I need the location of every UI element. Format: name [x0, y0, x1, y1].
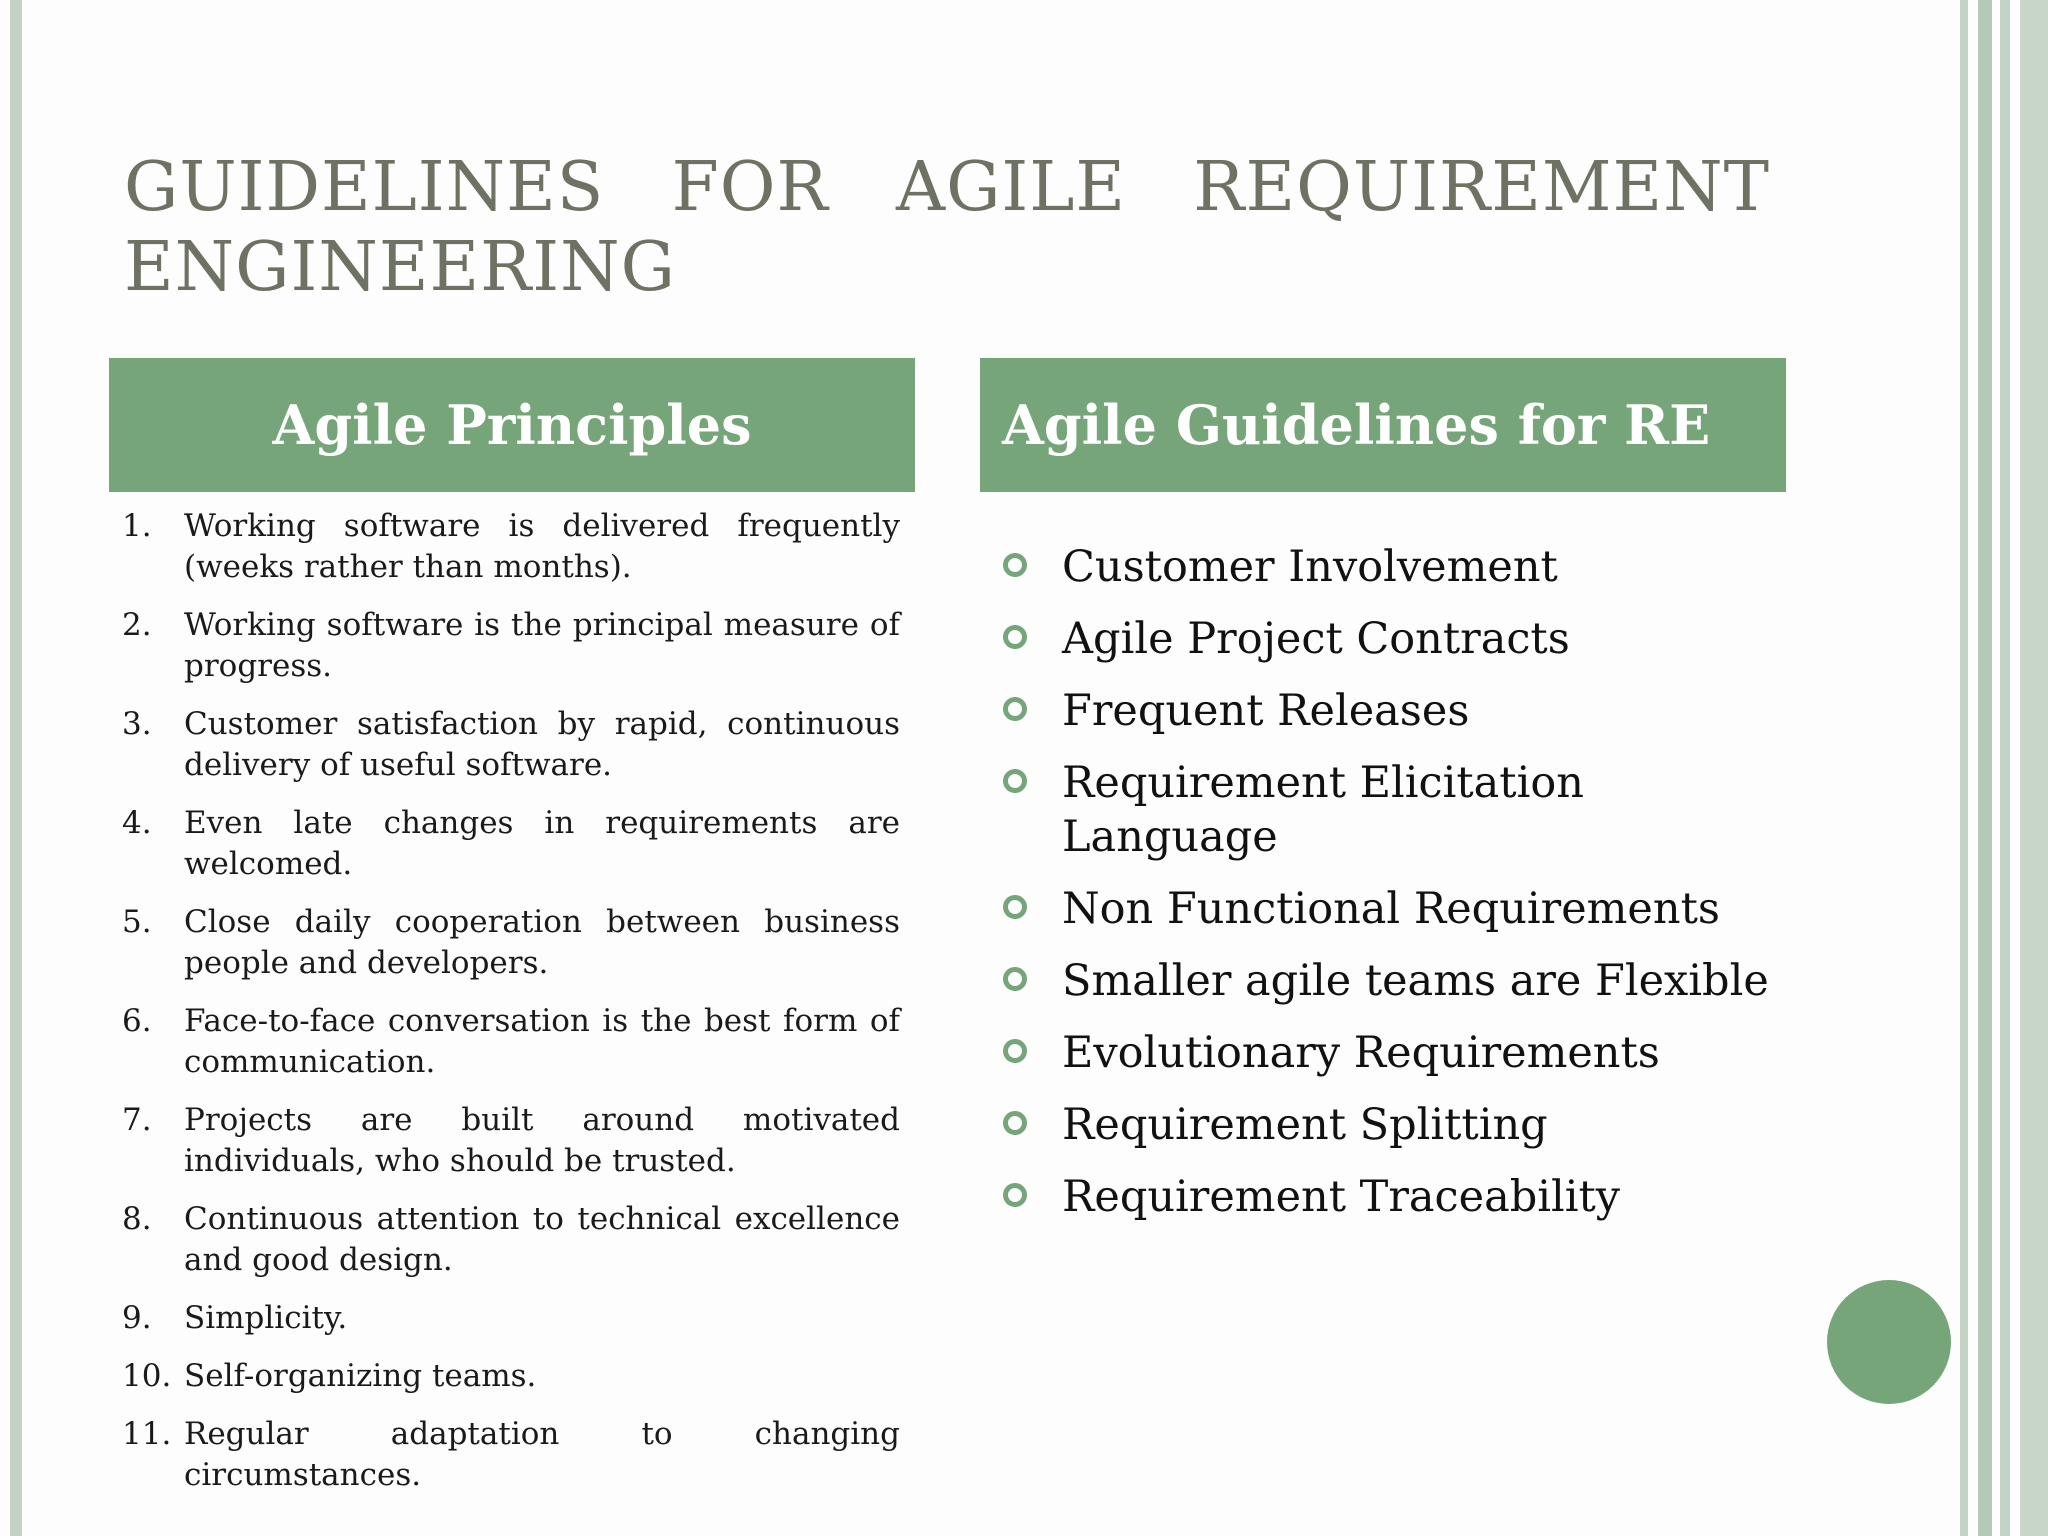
list-item: [122, 1001, 900, 1083]
ring-bullet-icon: [1000, 540, 1062, 594]
list-item: [122, 902, 900, 984]
guidelines-list: [1000, 540, 1800, 1242]
item-text: Customer Involvement: [1062, 542, 1558, 592]
list-item: [1000, 1170, 1800, 1224]
list-item: [122, 506, 900, 588]
item-number: 1.: [122, 508, 152, 544]
list-item: [1000, 612, 1800, 666]
agile-guidelines-header: Agile Guidelines for RE: [980, 358, 1786, 492]
list-item: [122, 605, 900, 687]
list-item: [122, 1199, 900, 1281]
item-text: Agile Project Contracts: [1062, 614, 1570, 664]
item-text: Frequent Releases: [1062, 686, 1470, 736]
list-item: [122, 704, 900, 786]
item-number: 5.: [122, 904, 152, 940]
item-number: 3.: [122, 706, 152, 742]
right-border-stripe: [1960, 0, 1968, 1536]
item-text: Regular adaptation to changing circumstances.: [184, 1416, 900, 1493]
item-number: 2.: [122, 607, 152, 643]
item-text: Customer satisfaction by rapid, continuous delivery of useful software.: [184, 706, 900, 783]
list-item: [122, 1100, 900, 1182]
item-text: Even late changes in requirements are welcomed.: [184, 805, 900, 882]
item-number: 9.: [122, 1300, 152, 1336]
item-number: 6.: [122, 1003, 152, 1039]
ring-bullet-icon: [1000, 1026, 1062, 1080]
item-text: Requirement Traceability: [1062, 1172, 1621, 1222]
right-border-stripe: [1978, 0, 1992, 1536]
item-number: 4.: [122, 805, 152, 841]
item-text: Face-to-face conversation is the best form of communication.: [184, 1003, 900, 1080]
ring-bullet-icon: [1000, 612, 1062, 666]
ring-bullet-icon: [1000, 954, 1062, 1008]
item-text: Projects are built around motivated individuals, who should be trusted.: [184, 1102, 900, 1179]
right-border-stripe: [2020, 0, 2048, 1536]
item-text: Simplicity.: [184, 1300, 348, 1336]
item-text: Continuous attention to technical excellence and good design.: [184, 1201, 900, 1278]
slide-title: GUIDELINES FOR AGILE REQUIREMENT ENGINEERING: [124, 148, 1770, 307]
list-item: [1000, 756, 1800, 864]
item-text: Working software is the principal measure of progress.: [184, 607, 900, 684]
right-border-stripe: [2000, 0, 2010, 1536]
agile-principles-header: Agile Principles: [109, 358, 915, 492]
list-item: [122, 1356, 900, 1397]
list-item: [1000, 540, 1800, 594]
list-item: [122, 1298, 900, 1339]
item-text: Non Functional Requirements: [1062, 884, 1720, 934]
item-text: Requirement Splitting: [1062, 1100, 1548, 1150]
list-item: [1000, 882, 1800, 936]
item-number: 10.: [122, 1358, 172, 1394]
left-border-stripe: [10, 0, 22, 1536]
principles-list: [122, 506, 900, 1513]
list-item: [1000, 684, 1800, 738]
item-number: 8.: [122, 1201, 152, 1237]
item-text: Working software is delivered frequently (weeks rather than months).: [184, 508, 900, 585]
ring-bullet-icon: [1000, 1098, 1062, 1152]
list-item: [1000, 1026, 1800, 1080]
item-text: Self-organizing teams.: [184, 1358, 537, 1394]
item-text: Smaller agile teams are Flexible: [1062, 956, 1769, 1006]
list-item: [1000, 954, 1800, 1008]
list-item: [122, 803, 900, 885]
ring-bullet-icon: [1000, 684, 1062, 738]
list-item: [122, 1414, 900, 1496]
decorative-circle: [1827, 1280, 1951, 1404]
item-number: 7.: [122, 1102, 152, 1138]
list-item: [1000, 1098, 1800, 1152]
item-text: Close daily cooperation between business people and developers.: [184, 904, 900, 981]
ring-bullet-icon: [1000, 756, 1062, 864]
ring-bullet-icon: [1000, 882, 1062, 936]
item-text: Requirement Elicitation Language: [1062, 758, 1584, 862]
item-number: 11.: [122, 1416, 172, 1452]
item-text: Evolutionary Requirements: [1062, 1028, 1660, 1078]
ring-bullet-icon: [1000, 1170, 1062, 1224]
